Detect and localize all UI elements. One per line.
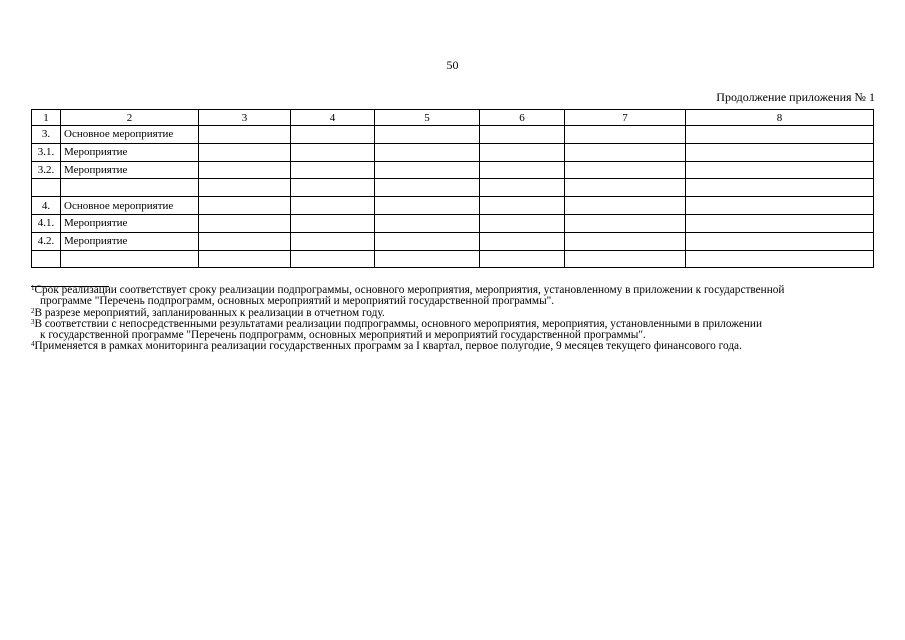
table-cell [199, 197, 291, 215]
row-title-cell: Основное мероприятие [61, 197, 199, 215]
footnote-mark: 3 [31, 317, 35, 326]
table-cell [565, 197, 686, 215]
row-title-cell: Мероприятие [61, 214, 199, 232]
footnote-text-continued: программе "Перечень подпрограмм, основных мероприятий и мероприятий государственной программы". [40, 295, 555, 308]
table-row [32, 126, 874, 144]
column-header: 7 [565, 110, 686, 126]
table-cell [480, 126, 565, 144]
table-cell [291, 250, 375, 268]
table-cell [199, 250, 291, 268]
table-cell [686, 161, 874, 179]
column-header: 3 [199, 110, 291, 126]
table-cell [686, 143, 874, 161]
table-cell [291, 197, 375, 215]
table-cell [480, 161, 565, 179]
footnote-text: Срок реализации соответствует сроку реализации подпрограммы, основного мероприятия, мероприятия, установленному в приложении к государственной [34, 284, 785, 296]
table-cell [199, 143, 291, 161]
table-cell [686, 232, 874, 250]
column-header: 4 [291, 110, 375, 126]
column-header: 8 [686, 110, 874, 126]
table-cell [375, 143, 480, 161]
table-cell [375, 179, 480, 197]
column-header: 2 [61, 110, 199, 126]
table-cell [565, 232, 686, 250]
footnote-text: Применяется в рамках мониторинга реализации государственных программ за I квартал, первое полугодие, 9 месяцев текущего финансового года. [34, 340, 742, 353]
table-row [32, 161, 874, 179]
table-cell [686, 197, 874, 215]
row-number-cell: 4. [32, 197, 61, 215]
table-cell [291, 214, 375, 232]
row-title-cell: Основное мероприятие [61, 126, 199, 144]
table-cell [480, 250, 565, 268]
table-cell [686, 179, 874, 197]
table-row [32, 197, 874, 215]
table-cell [199, 161, 291, 179]
table-cell [565, 126, 686, 144]
table-row [32, 179, 874, 197]
row-number-cell: 3. [32, 126, 61, 144]
table-cell [199, 232, 291, 250]
footnote-text-continued: к государственной программе "Перечень подпрограмм, основных мероприятий и мероприятий государственной программы". [40, 329, 646, 342]
table-cell [565, 179, 686, 197]
table-row [32, 232, 874, 250]
table-cell [199, 214, 291, 232]
continuation-label: Продолжение приложения № 1 [716, 90, 875, 104]
row-number-cell: 3.2. [32, 161, 61, 179]
row-title-cell: Мероприятие [61, 232, 199, 250]
table-cell [291, 143, 375, 161]
table-cell [199, 179, 291, 197]
table-cell [375, 197, 480, 215]
table-cell [375, 214, 480, 232]
row-number-cell: 4.1. [32, 214, 61, 232]
table-row [32, 250, 874, 268]
table-cell [480, 232, 565, 250]
footnote [31, 319, 877, 342]
row-title-cell: Мероприятие [61, 161, 199, 179]
column-header: 1 [32, 110, 61, 126]
table-body [32, 110, 874, 268]
footnote-mark: 4 [31, 340, 35, 349]
table-cell [480, 197, 565, 215]
table-cell [686, 214, 874, 232]
footnote-text: В соответствии с непосредственными результатами реализации подпрограммы, основного мероприятия, мероприятия, установленными в приложении [34, 317, 762, 330]
report-table [31, 109, 874, 268]
table-cell [565, 250, 686, 268]
footnote-mark: 1 [31, 284, 35, 292]
footnote-mark: 2 [31, 306, 35, 315]
table-cell [199, 126, 291, 144]
footnote [31, 341, 877, 352]
table-row [32, 214, 874, 232]
table-cell [375, 126, 480, 144]
table-cell [291, 232, 375, 250]
footnote-text: В разрезе мероприятий, запланированных к реализации в отчетном году. [34, 306, 385, 319]
table-cell [565, 143, 686, 161]
table-cell [480, 143, 565, 161]
row-title-cell [61, 250, 199, 268]
page-number: 50 [446, 58, 459, 72]
table-cell [375, 232, 480, 250]
row-number-cell [32, 179, 61, 197]
table-cell [375, 250, 480, 268]
table-cell [686, 126, 874, 144]
row-number-cell [32, 250, 61, 268]
column-header: 5 [375, 110, 480, 126]
table-cell [565, 214, 686, 232]
table-cell [291, 126, 375, 144]
table-cell [291, 161, 375, 179]
row-title-cell: Мероприятие [61, 143, 199, 161]
footnote [31, 285, 877, 308]
table-row [32, 143, 874, 161]
table-cell [480, 179, 565, 197]
footnotes [31, 285, 877, 353]
table-cell [565, 161, 686, 179]
row-number-cell: 4.2. [32, 232, 61, 250]
table-cell [480, 214, 565, 232]
row-title-cell [61, 179, 199, 197]
row-number-cell: 3.1. [32, 143, 61, 161]
table-cell [686, 250, 874, 268]
column-header: 6 [480, 110, 565, 126]
table-header-row [32, 110, 874, 126]
table-cell [375, 161, 480, 179]
table-cell [291, 179, 375, 197]
